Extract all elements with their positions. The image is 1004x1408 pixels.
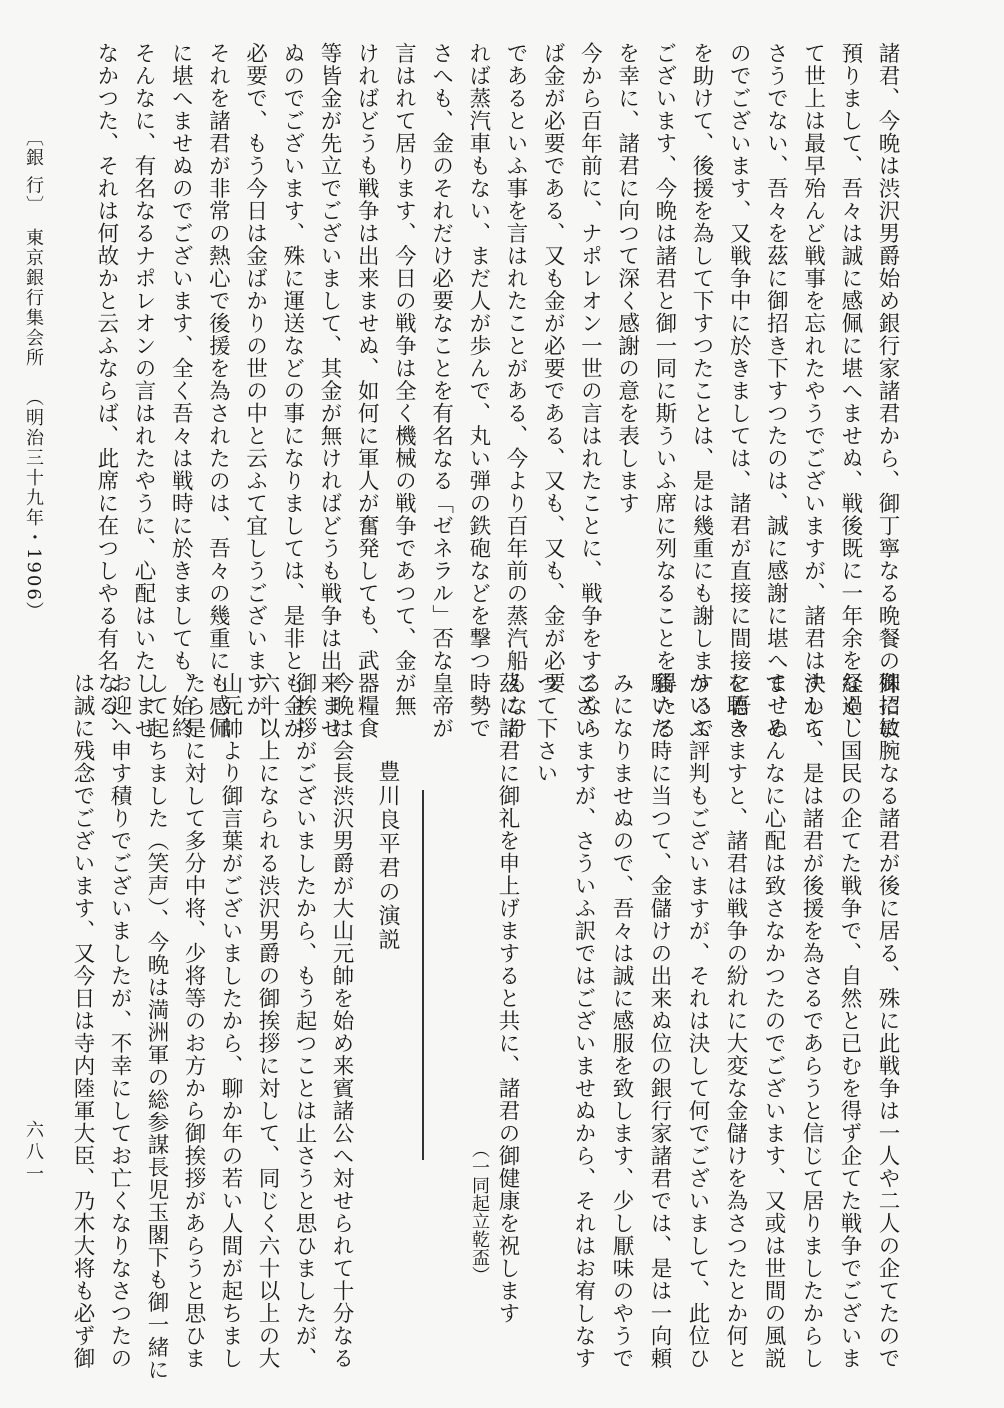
speech1-bottom-line: かいふ評判もございますが、それは決して何でございまして、此位ひ: [685, 672, 710, 1370]
speech1-top-line: れば蒸汽車もない、まだ人が歩んで、丸い弾の鉄砲などを撃つ時勢で: [465, 42, 491, 740]
speech1-top-line: それを諸君が非常の熱心で後援を為されたのは、吾々の幾重にも感佩: [205, 42, 231, 740]
speech1-top-line: 等皆金が先立でございまして、其金が無ければどうも戦争は出来ませ: [317, 42, 342, 740]
speech1-top-line: ば金が必要である、又も金が必要である、又も、又も、金が必要: [540, 42, 566, 695]
speech2-body-line: お迎へ申す積りでございましたが、不幸にしてお亡くなりなさつたの: [107, 672, 132, 1370]
speech1-top-line: さうでない、吾々を茲に御招き下すつたのは、誠に感謝に堪へませぬ: [763, 42, 789, 740]
running-head-section: 〔銀 行〕: [23, 128, 44, 216]
speech1-bottom-line: て、そんなに心配は致さなかつたのでございます、又或は世間の風説: [761, 672, 786, 1370]
speech1-bottom-line: 茲に諸君に御礼を申上げますると共に、諸君の御健康を祝します: [495, 672, 520, 1325]
speech1-bottom-line: を聴きますと、諸君は戦争の紛れに大変な金儲けを為さつたとか何と: [723, 672, 748, 1370]
speech1-top-line: であるといふ事を言はれたことがある、今より百年前の蒸汽船もなけ: [503, 42, 528, 740]
speech1-top-line: を助けて、後援を為して下すつたことは、是は幾重にも謝しまするで: [689, 42, 714, 740]
speech1-top-line: 今から百年前に、ナポレオン一世の言はれたことに、戦争をするなら: [577, 42, 603, 740]
speech1-bottom-line: ございますが、さういふ訳ではございませぬから、それはお宥しなす: [571, 672, 596, 1370]
speech1-top-line: ございます、今晩は諸君と御一同に斯ういふ席に列なることを得たる: [651, 42, 677, 740]
speech1-top-line: 言はれて居ります、今日の戦争は全く機械の戦争であつて、金が無: [391, 42, 417, 717]
speech1-top-line: そんなに、有名なるナポレオンの言はれたやうに、心配はいたしませ: [131, 42, 156, 740]
speech1-top-line: ければどうも戦争は出来ませぬ、如何に軍人が奮発しても、武器糧食: [354, 42, 380, 740]
section-divider: [422, 790, 424, 1160]
speech1-top-line: を幸に、諸君に向つて深く感謝の意を表します: [614, 42, 640, 515]
speech1-bottom-line: すから、是は諸君が後援を為さるであらうと信じて居りましたからし: [799, 672, 824, 1370]
speech1-top-line: ぬのでございます、殊に運送などの事になりましては、是非とも金が: [279, 42, 305, 740]
speech1-top-line: さへも、金のそれだけ必要なことを有名なる「ゼネラル」否な皇帝が: [428, 42, 454, 740]
speech2-body-line: して起ちました（笑声）、今晩は満洲軍の総参謀長児玉閣下も御一緒に: [144, 672, 169, 1382]
speech1-bottom-line: なく、国民の企てた戦争で、自然と已むを得ず企てた戦争でございま: [837, 672, 862, 1370]
speech1-top-line: 必要で、もう今日は金ばかりの世の中と云ふて宜しうございますが、: [242, 42, 268, 740]
running-head-venue: 東京銀行集会所: [23, 228, 44, 368]
speech2-body-line: は誠に残念でございます、又今日は寺内陸軍大臣、乃木大将も必ず御: [70, 672, 95, 1370]
speech2-body-line: 山元帥より御言葉がございましたから、聊か年の若い人間が起ちまし: [218, 672, 243, 1370]
toast-note: （一同起立乾盃）: [469, 1140, 490, 1284]
speech1-top-line: 預りまして、吾々は誠に感佩に堪へませぬ、戦後既に一年余を経過し: [837, 42, 863, 740]
speech1-bottom-line: つて下さい: [533, 672, 558, 785]
speech2-body-line: たら是に対して多分中将、少将等のお方から御挨拶があらうと思ひま: [181, 672, 206, 1370]
speech1-top-line: のでございます、又戦争中に於きましては、諸君が直接に間接に吾々: [726, 42, 752, 740]
speech1-bottom-line: 殊に敏腕なる諸君が後に居る、殊に此戦争は一人や二人の企てたので: [875, 672, 900, 1370]
speech1-bottom-line: みになりませぬので、吾々は誠に感服を致します、少し厭味のやうで: [609, 672, 634, 1370]
speech1-top-line: なかつた、それは何故かと云ふならば、此席に在つしやる有名なる、: [93, 42, 119, 740]
speech2-body-line: 御挨拶がございましたから、もう起つことは止さうと思ひましたが、: [292, 672, 317, 1370]
speech1-top-line: に堪へませぬのでございます、全く吾々は戦時に於きましても、始終: [168, 42, 194, 740]
speech2-body-line: 今晩は会長渋沢男爵が大山元帥を始め来賓諸公へ対せられて十分なる: [329, 672, 354, 1370]
running-head-date: （明治三十九年・1906）: [23, 388, 44, 622]
page-number: 六八一: [23, 1120, 44, 1186]
speech1-top-line: 諸君、今晩は渋沢男爵始め銀行家諸君から、御丁寧なる晩餐の御招に: [875, 42, 900, 740]
speech1-bottom-line: 騒いだ時に当つて、金儲けの出来ぬ位の銀行家諸君では、是は一向頼: [647, 672, 672, 1370]
speech1-top-line: て世上は最早殆んど戦事を忘れたやうでございますが、諸君は決して: [800, 42, 826, 740]
speech2-heading: 豊川良平君の演説: [375, 760, 400, 952]
speech2-body-line: 六十以上になられる渋沢男爵の御挨拶に対して、同じく六十以上の大: [255, 672, 280, 1370]
